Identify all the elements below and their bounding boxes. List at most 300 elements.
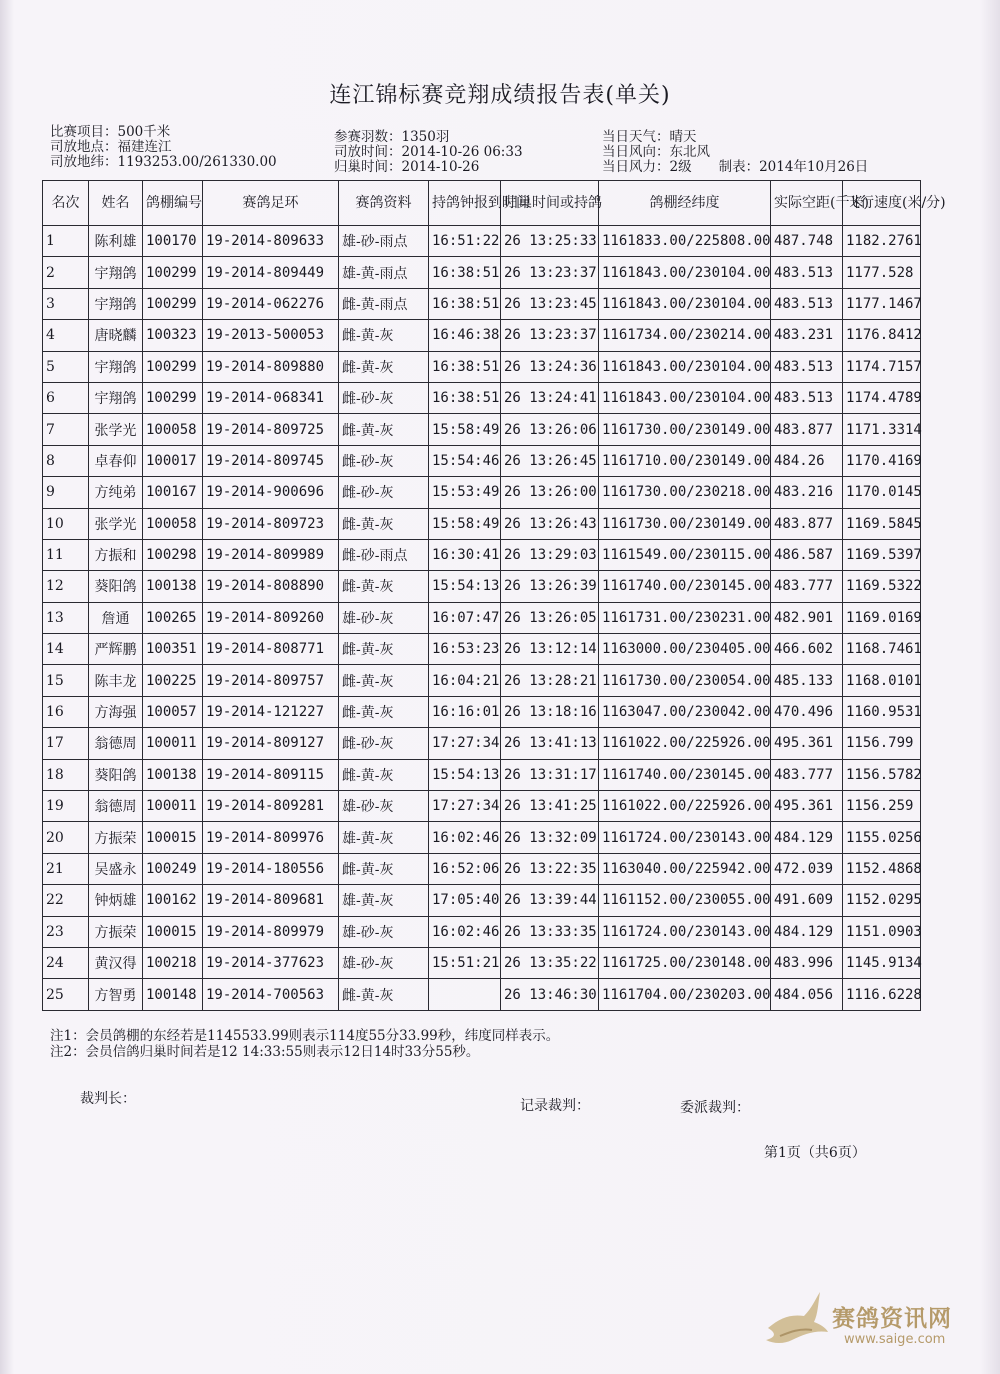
chief-judge-label: 裁判长： bbox=[80, 1091, 136, 1107]
cell-name: 张学光 bbox=[89, 414, 143, 445]
cell-loft-id: 100298 bbox=[143, 539, 203, 570]
cell-bird-info: 雌-砂-灰 bbox=[339, 477, 429, 508]
cell-rank: 13 bbox=[43, 602, 89, 633]
cell-bird-info: 雌-黄-灰 bbox=[339, 634, 429, 665]
cell-arrival-time: 26 13:26:05 bbox=[501, 602, 599, 633]
cell-rank: 24 bbox=[43, 947, 89, 978]
cell-clock-time: 16:51:22 bbox=[429, 226, 501, 257]
cell-loft-id: 100225 bbox=[143, 665, 203, 696]
cell-distance: 484.129 bbox=[771, 822, 843, 853]
cell-distance: 486.587 bbox=[771, 539, 843, 570]
cell-loft-id: 100218 bbox=[143, 947, 203, 978]
table-row bbox=[43, 885, 921, 916]
cell-coordinates: 1161022.00/225926.00 bbox=[599, 728, 771, 759]
watermark-url: www.saige.com bbox=[844, 1332, 946, 1347]
cell-speed: 1182.2761 bbox=[843, 226, 921, 257]
cell-name: 方智勇 bbox=[89, 979, 143, 1010]
table-row bbox=[43, 226, 921, 257]
cell-speed: 1177.528 bbox=[843, 257, 921, 288]
cell-bird-info: 雌-砂-灰 bbox=[339, 445, 429, 476]
cell-rank: 7 bbox=[43, 414, 89, 445]
cell-loft-id: 100058 bbox=[143, 414, 203, 445]
cell-speed: 1168.0101 bbox=[843, 665, 921, 696]
cell-loft-id: 100138 bbox=[143, 759, 203, 790]
table-row bbox=[43, 257, 921, 288]
cell-arrival-time: 26 13:29:03 bbox=[501, 539, 599, 570]
entry-count: 参赛羽数：1350羽 bbox=[334, 129, 450, 145]
cell-bird-info: 雄-黄-雨点 bbox=[339, 257, 429, 288]
cell-bird-info: 雌-砂-灰 bbox=[339, 382, 429, 413]
cell-speed: 1174.4789 bbox=[843, 382, 921, 413]
cell-arrival-time: 26 13:26:39 bbox=[501, 571, 599, 602]
cell-loft-id: 100299 bbox=[143, 351, 203, 382]
cell-distance: 483.231 bbox=[771, 320, 843, 351]
cell-bird-info: 雌-黄-灰 bbox=[339, 320, 429, 351]
cell-distance: 482.901 bbox=[771, 602, 843, 633]
cell-rank: 20 bbox=[43, 822, 89, 853]
cell-ring: 19-2014-809745 bbox=[203, 445, 339, 476]
cell-bird-info: 雌-黄-灰 bbox=[339, 696, 429, 727]
cell-loft-id: 100148 bbox=[143, 979, 203, 1010]
cell-clock-time: 15:53:49 bbox=[429, 477, 501, 508]
cell-ring: 19-2014-809979 bbox=[203, 916, 339, 947]
table-row bbox=[43, 382, 921, 413]
cell-loft-id: 100138 bbox=[143, 571, 203, 602]
cell-arrival-time: 26 13:26:43 bbox=[501, 508, 599, 539]
cell-bird-info: 雌-黄-灰 bbox=[339, 414, 429, 445]
cell-name: 宇翔鸽 bbox=[89, 288, 143, 319]
cell-bird-info: 雄-黄-灰 bbox=[339, 822, 429, 853]
cell-coordinates: 1163000.00/230405.00 bbox=[599, 634, 771, 665]
cell-coordinates: 1161725.00/230148.00 bbox=[599, 947, 771, 978]
cell-distance: 483.877 bbox=[771, 508, 843, 539]
cell-name: 黄汉得 bbox=[89, 947, 143, 978]
page-number: 第1页（共6页） bbox=[764, 1145, 866, 1161]
cell-loft-id: 100351 bbox=[143, 634, 203, 665]
cell-name: 钟炳雄 bbox=[89, 885, 143, 916]
cell-speed: 1170.4169 bbox=[843, 445, 921, 476]
cell-rank: 2 bbox=[43, 257, 89, 288]
cell-ring: 19-2014-809449 bbox=[203, 257, 339, 288]
cell-ring: 19-2014-809989 bbox=[203, 539, 339, 570]
cell-arrival-time: 26 13:25:33 bbox=[501, 226, 599, 257]
cell-speed: 1156.259 bbox=[843, 791, 921, 822]
cell-coordinates: 1163047.00/230042.00 bbox=[599, 696, 771, 727]
cell-rank: 23 bbox=[43, 916, 89, 947]
cell-bird-info: 雌-黄-雨点 bbox=[339, 288, 429, 319]
cell-ring: 19-2014-809725 bbox=[203, 414, 339, 445]
cell-distance: 483.996 bbox=[771, 947, 843, 978]
cell-ring: 19-2014-809260 bbox=[203, 602, 339, 633]
cell-coordinates: 1161730.00/230149.00 bbox=[599, 414, 771, 445]
cell-ring: 19-2014-062276 bbox=[203, 288, 339, 319]
cell-coordinates: 1161843.00/230104.00 bbox=[599, 288, 771, 319]
cell-coordinates: 1161843.00/230104.00 bbox=[599, 257, 771, 288]
table-row bbox=[43, 602, 921, 633]
cell-ring: 19-2014-180556 bbox=[203, 853, 339, 884]
cell-ring: 19-2013-500053 bbox=[203, 320, 339, 351]
cell-clock-time: 16:16:01 bbox=[429, 696, 501, 727]
cell-bird-info: 雌-砂-雨点 bbox=[339, 539, 429, 570]
cell-ring: 19-2014-377623 bbox=[203, 947, 339, 978]
cell-coordinates: 1161152.00/230055.00 bbox=[599, 885, 771, 916]
cell-rank: 10 bbox=[43, 508, 89, 539]
cell-name: 张学光 bbox=[89, 508, 143, 539]
header-speed: 飞行速度(米/分) bbox=[843, 181, 921, 226]
race-info-left bbox=[50, 125, 277, 170]
cell-speed: 1156.799 bbox=[843, 728, 921, 759]
cell-coordinates: 1161704.00/230203.00 bbox=[599, 979, 771, 1010]
cell-rank: 12 bbox=[43, 571, 89, 602]
table-row bbox=[43, 853, 921, 884]
cell-bird-info: 雌-砂-灰 bbox=[339, 728, 429, 759]
cell-clock-time: 15:54:13 bbox=[429, 759, 501, 790]
header-bird-info: 赛鸽资料 bbox=[339, 181, 429, 226]
cell-distance: 491.609 bbox=[771, 885, 843, 916]
cell-arrival-time: 26 13:23:45 bbox=[501, 288, 599, 319]
results-table bbox=[42, 180, 946, 1011]
cell-ring: 19-2014-121227 bbox=[203, 696, 339, 727]
cell-distance: 466.602 bbox=[771, 634, 843, 665]
cell-ring: 19-2014-809281 bbox=[203, 791, 339, 822]
cell-speed: 1145.9134 bbox=[843, 947, 921, 978]
header-clock-time: 持鸽钟报到时间 bbox=[429, 181, 501, 226]
cell-speed: 1169.5397 bbox=[843, 539, 921, 570]
cell-coordinates: 1161710.00/230149.00 bbox=[599, 445, 771, 476]
cell-speed: 1171.3314 bbox=[843, 414, 921, 445]
cell-arrival-time: 26 13:46:30 bbox=[501, 979, 599, 1010]
cell-ring: 19-2014-809757 bbox=[203, 665, 339, 696]
cell-ring: 19-2014-809681 bbox=[203, 885, 339, 916]
table-row bbox=[43, 445, 921, 476]
cell-loft-id: 100162 bbox=[143, 885, 203, 916]
results-body bbox=[43, 226, 921, 1011]
table-row bbox=[43, 477, 921, 508]
cell-loft-id: 100299 bbox=[143, 288, 203, 319]
cell-distance: 487.748 bbox=[771, 226, 843, 257]
cell-arrival-time: 26 13:35:22 bbox=[501, 947, 599, 978]
cell-speed: 1169.5845 bbox=[843, 508, 921, 539]
cell-name: 方振荣 bbox=[89, 916, 143, 947]
cell-rank: 4 bbox=[43, 320, 89, 351]
cell-distance: 483.513 bbox=[771, 288, 843, 319]
cell-ring: 19-2014-809633 bbox=[203, 226, 339, 257]
cell-arrival-time: 26 13:22:35 bbox=[501, 853, 599, 884]
cell-name: 翁德周 bbox=[89, 791, 143, 822]
record-judge-label: 记录裁判： bbox=[520, 1098, 590, 1114]
header-loft-id: 鸽棚编号 bbox=[143, 181, 203, 226]
cell-loft-id: 100011 bbox=[143, 791, 203, 822]
table-row bbox=[43, 634, 921, 665]
cell-rank: 16 bbox=[43, 696, 89, 727]
table-row bbox=[43, 916, 921, 947]
cell-speed: 1174.7157 bbox=[843, 351, 921, 382]
cell-speed: 1160.9531 bbox=[843, 696, 921, 727]
cell-name: 宇翔鸽 bbox=[89, 351, 143, 382]
cell-clock-time: 16:38:51 bbox=[429, 351, 501, 382]
cell-speed: 1169.5322 bbox=[843, 571, 921, 602]
cell-name: 葵阳鸽 bbox=[89, 759, 143, 790]
cell-coordinates: 1161843.00/230104.00 bbox=[599, 351, 771, 382]
cell-ring: 19-2014-808890 bbox=[203, 571, 339, 602]
wind-force-and-date: 当日风力：2级 制表：2014年10月26日 bbox=[602, 159, 869, 175]
cell-coordinates: 1161731.00/230231.00 bbox=[599, 602, 771, 633]
cell-distance: 483.777 bbox=[771, 759, 843, 790]
cell-arrival-time: 26 13:41:13 bbox=[501, 728, 599, 759]
cell-name: 严辉鹏 bbox=[89, 634, 143, 665]
cell-rank: 11 bbox=[43, 539, 89, 570]
cell-speed: 1156.5782 bbox=[843, 759, 921, 790]
table-row bbox=[43, 822, 921, 853]
cell-clock-time: 16:30:41 bbox=[429, 539, 501, 570]
cell-loft-id: 100011 bbox=[143, 728, 203, 759]
release-time: 司放时间：2014-10-26 06:33 bbox=[334, 144, 523, 160]
race-info-middle bbox=[334, 130, 523, 175]
cell-distance: 495.361 bbox=[771, 728, 843, 759]
note-2: 注2：会员信鸽归巢时间若是12 14:33:55则表示12日14时33分55秒。 bbox=[50, 1044, 480, 1060]
cell-speed: 1170.0145 bbox=[843, 477, 921, 508]
cell-distance: 483.777 bbox=[771, 571, 843, 602]
cell-clock-time: 15:51:21 bbox=[429, 947, 501, 978]
cell-speed: 1155.0256 bbox=[843, 822, 921, 853]
cell-clock-time: 16:04:21 bbox=[429, 665, 501, 696]
cell-clock-time: 16:02:46 bbox=[429, 916, 501, 947]
header-arrival-time: 归巢时间或持鸽 bbox=[501, 181, 599, 226]
cell-speed: 1177.1467 bbox=[843, 288, 921, 319]
cell-ring: 19-2014-068341 bbox=[203, 382, 339, 413]
table-row bbox=[43, 759, 921, 790]
results-table-wrapper bbox=[42, 180, 946, 1011]
cell-name: 陈利雄 bbox=[89, 226, 143, 257]
cell-rank: 15 bbox=[43, 665, 89, 696]
cell-loft-id: 100299 bbox=[143, 382, 203, 413]
wind-direction: 当日风向：东北风 bbox=[602, 144, 710, 160]
cell-coordinates: 1161734.00/230214.00 bbox=[599, 320, 771, 351]
cell-coordinates: 1161724.00/230143.00 bbox=[599, 822, 771, 853]
cell-name: 詹通 bbox=[89, 602, 143, 633]
cell-clock-time: 16:53:23 bbox=[429, 634, 501, 665]
cell-speed: 1152.0295 bbox=[843, 885, 921, 916]
cell-name: 唐晓麟 bbox=[89, 320, 143, 351]
cell-distance: 485.133 bbox=[771, 665, 843, 696]
cell-loft-id: 100249 bbox=[143, 853, 203, 884]
cell-distance: 483.216 bbox=[771, 477, 843, 508]
cell-ring: 19-2014-900696 bbox=[203, 477, 339, 508]
cell-name: 方海强 bbox=[89, 696, 143, 727]
table-row bbox=[43, 979, 921, 1010]
cell-distance: 483.513 bbox=[771, 257, 843, 288]
release-location: 司放地点：福建连江 bbox=[50, 139, 172, 155]
cell-coordinates: 1161843.00/230104.00 bbox=[599, 382, 771, 413]
cell-bird-info: 雄-砂-雨点 bbox=[339, 226, 429, 257]
cell-rank: 6 bbox=[43, 382, 89, 413]
cell-speed: 1169.0169 bbox=[843, 602, 921, 633]
cell-clock-time: 16:38:51 bbox=[429, 382, 501, 413]
cell-loft-id: 100167 bbox=[143, 477, 203, 508]
cell-clock-time: 17:27:34 bbox=[429, 791, 501, 822]
cell-ring: 19-2014-809127 bbox=[203, 728, 339, 759]
cell-clock-time: 15:58:49 bbox=[429, 508, 501, 539]
header-rank: 名次 bbox=[43, 181, 89, 226]
cell-rank: 14 bbox=[43, 634, 89, 665]
cell-coordinates: 1161730.00/230149.00 bbox=[599, 508, 771, 539]
watermark-name: 赛鸽资讯网 bbox=[832, 1306, 952, 1332]
cell-rank: 1 bbox=[43, 226, 89, 257]
cell-distance: 484.26 bbox=[771, 445, 843, 476]
cell-name: 卓春仰 bbox=[89, 445, 143, 476]
cell-bird-info: 雄-黄-灰 bbox=[339, 885, 429, 916]
cell-clock-time: 16:52:06 bbox=[429, 853, 501, 884]
cell-distance: 470.496 bbox=[771, 696, 843, 727]
cell-loft-id: 100265 bbox=[143, 602, 203, 633]
race-event: 比赛项目：500千米 bbox=[50, 124, 171, 140]
cell-distance: 495.361 bbox=[771, 791, 843, 822]
cell-arrival-time: 26 13:31:17 bbox=[501, 759, 599, 790]
cell-bird-info: 雄-砂-灰 bbox=[339, 916, 429, 947]
cell-loft-id: 100299 bbox=[143, 257, 203, 288]
table-row bbox=[43, 414, 921, 445]
cell-name: 宇翔鸽 bbox=[89, 257, 143, 288]
table-row bbox=[43, 947, 921, 978]
cell-clock-time: 16:38:51 bbox=[429, 288, 501, 319]
cell-name: 翁德周 bbox=[89, 728, 143, 759]
cell-bird-info: 雄-砂-灰 bbox=[339, 947, 429, 978]
cell-name: 宇翔鸽 bbox=[89, 382, 143, 413]
cell-clock-time: 15:54:13 bbox=[429, 571, 501, 602]
cell-coordinates: 1161740.00/230145.00 bbox=[599, 759, 771, 790]
cell-arrival-time: 26 13:26:06 bbox=[501, 414, 599, 445]
cell-bird-info: 雄-砂-灰 bbox=[339, 602, 429, 633]
cell-distance: 484.129 bbox=[771, 916, 843, 947]
cell-clock-time: 16:02:46 bbox=[429, 822, 501, 853]
cell-speed: 1176.8412 bbox=[843, 320, 921, 351]
cell-loft-id: 100015 bbox=[143, 822, 203, 853]
watermark bbox=[760, 1288, 980, 1358]
table-row bbox=[43, 571, 921, 602]
cell-ring: 19-2014-809115 bbox=[203, 759, 339, 790]
race-info-right bbox=[602, 130, 868, 175]
cell-loft-id: 100058 bbox=[143, 508, 203, 539]
header-coordinates: 鸽棚经纬度 bbox=[599, 181, 771, 226]
cell-rank: 25 bbox=[43, 979, 89, 1010]
release-coordinates: 司放地纬：1193253.00/261330.00 bbox=[50, 154, 277, 170]
cell-rank: 3 bbox=[43, 288, 89, 319]
cell-clock-time: 17:27:34 bbox=[429, 728, 501, 759]
cell-arrival-time: 26 13:41:25 bbox=[501, 791, 599, 822]
cell-clock-time bbox=[429, 979, 501, 1010]
cell-arrival-time: 26 13:24:36 bbox=[501, 351, 599, 382]
cell-rank: 21 bbox=[43, 853, 89, 884]
table-row bbox=[43, 665, 921, 696]
table-row bbox=[43, 508, 921, 539]
cell-arrival-time: 26 13:23:37 bbox=[501, 320, 599, 351]
page-title: 连江锦标赛竞翔成绩报告表(单关) bbox=[329, 83, 671, 108]
cell-name: 方振和 bbox=[89, 539, 143, 570]
cell-loft-id: 100015 bbox=[143, 916, 203, 947]
cell-distance: 483.877 bbox=[771, 414, 843, 445]
cell-clock-time: 15:54:46 bbox=[429, 445, 501, 476]
cell-arrival-time: 26 13:32:09 bbox=[501, 822, 599, 853]
table-row bbox=[43, 351, 921, 382]
cell-ring: 19-2014-809723 bbox=[203, 508, 339, 539]
cell-coordinates: 1161740.00/230145.00 bbox=[599, 571, 771, 602]
cell-arrival-time: 26 13:33:35 bbox=[501, 916, 599, 947]
cell-rank: 5 bbox=[43, 351, 89, 382]
cell-rank: 22 bbox=[43, 885, 89, 916]
return-date: 归巢时间：2014-10-26 bbox=[334, 159, 480, 175]
cell-bird-info: 雌-黄-灰 bbox=[339, 351, 429, 382]
cell-distance: 472.039 bbox=[771, 853, 843, 884]
pigeon-logo-icon bbox=[760, 1288, 830, 1350]
cell-clock-time: 15:58:49 bbox=[429, 414, 501, 445]
cell-arrival-time: 26 13:39:44 bbox=[501, 885, 599, 916]
cell-bird-info: 雌-黄-灰 bbox=[339, 665, 429, 696]
table-row bbox=[43, 728, 921, 759]
cell-arrival-time: 26 13:12:14 bbox=[501, 634, 599, 665]
cell-rank: 18 bbox=[43, 759, 89, 790]
cell-name: 葵阳鸽 bbox=[89, 571, 143, 602]
cell-name: 吴盛永 bbox=[89, 853, 143, 884]
cell-coordinates: 1161549.00/230115.00 bbox=[599, 539, 771, 570]
cell-clock-time: 17:05:40 bbox=[429, 885, 501, 916]
cell-arrival-time: 26 13:28:21 bbox=[501, 665, 599, 696]
cell-loft-id: 100170 bbox=[143, 226, 203, 257]
table-row bbox=[43, 696, 921, 727]
note-1: 注1：会员鸽棚的东经若是1145533.99则表示114度55分33.99秒，纬度同样表示。 bbox=[50, 1028, 560, 1044]
cell-ring: 19-2014-809880 bbox=[203, 351, 339, 382]
cell-name: 方纯弟 bbox=[89, 477, 143, 508]
notes bbox=[50, 1028, 559, 1060]
cell-bird-info: 雌-黄-灰 bbox=[339, 979, 429, 1010]
cell-bird-info: 雌-黄-灰 bbox=[339, 759, 429, 790]
cell-clock-time: 16:07:47 bbox=[429, 602, 501, 633]
cell-distance: 484.056 bbox=[771, 979, 843, 1010]
cell-speed: 1168.7461 bbox=[843, 634, 921, 665]
cell-rank: 8 bbox=[43, 445, 89, 476]
cell-coordinates: 1161724.00/230143.00 bbox=[599, 916, 771, 947]
cell-name: 方振荣 bbox=[89, 822, 143, 853]
cell-ring: 19-2014-700563 bbox=[203, 979, 339, 1010]
cell-loft-id: 100323 bbox=[143, 320, 203, 351]
cell-coordinates: 1163040.00/225942.00 bbox=[599, 853, 771, 884]
table-row bbox=[43, 539, 921, 570]
cell-distance: 483.513 bbox=[771, 351, 843, 382]
cell-rank: 17 bbox=[43, 728, 89, 759]
table-row bbox=[43, 288, 921, 319]
cell-arrival-time: 26 13:23:37 bbox=[501, 257, 599, 288]
cell-speed: 1151.0903 bbox=[843, 916, 921, 947]
cell-arrival-time: 26 13:26:00 bbox=[501, 477, 599, 508]
assign-judge-label: 委派裁判： bbox=[680, 1100, 750, 1116]
cell-rank: 19 bbox=[43, 791, 89, 822]
cell-coordinates: 1161730.00/230054.00 bbox=[599, 665, 771, 696]
cell-ring: 19-2014-808771 bbox=[203, 634, 339, 665]
header-name: 姓名 bbox=[89, 181, 143, 226]
cell-clock-time: 16:46:38 bbox=[429, 320, 501, 351]
table-row bbox=[43, 320, 921, 351]
cell-arrival-time: 26 13:24:41 bbox=[501, 382, 599, 413]
cell-arrival-time: 26 13:26:45 bbox=[501, 445, 599, 476]
cell-loft-id: 100057 bbox=[143, 696, 203, 727]
cell-bird-info: 雄-砂-灰 bbox=[339, 791, 429, 822]
cell-distance: 483.513 bbox=[771, 382, 843, 413]
table-header-row bbox=[43, 181, 921, 226]
weather: 当日天气：晴天 bbox=[602, 129, 697, 145]
header-ring: 赛鸽足环 bbox=[203, 181, 339, 226]
cell-loft-id: 100017 bbox=[143, 445, 203, 476]
cell-coordinates: 1161022.00/225926.00 bbox=[599, 791, 771, 822]
cell-arrival-time: 26 13:18:16 bbox=[501, 696, 599, 727]
